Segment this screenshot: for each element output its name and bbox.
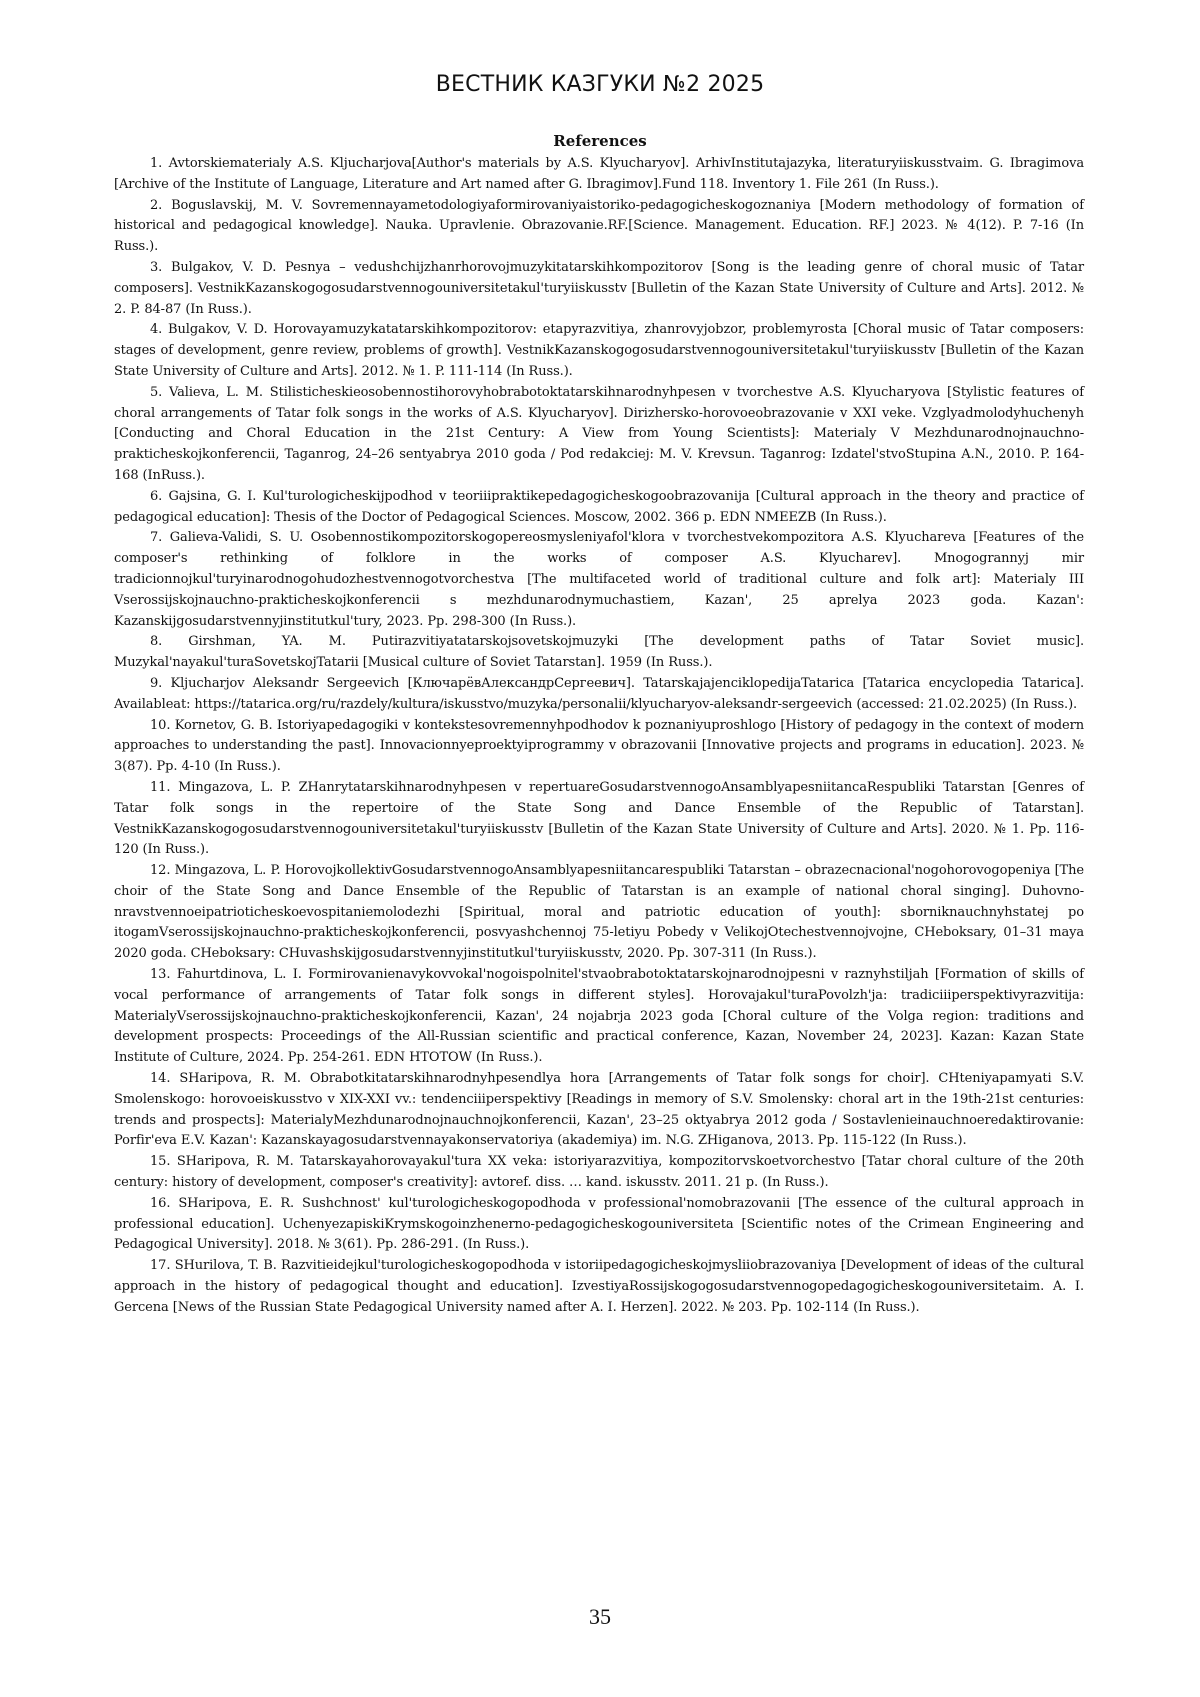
reference-item: 14. SHaripova, R. M. Obrabotkitatarskihnarodnyhpesendlya hora [Arrangements of Tatar folk songs for choir]. CHteniyapamyati S.V. Smolenskogo: horovoeiskusstvo v XIX-XXI vv.: tendenciiiperspektivy [Readings in memory of S.V. Smolensky: choral art in the 19th-21st centuries: trends and prospects]: MaterialyMezhdunarodnojnauchnojkonferencii, Kazan', 23–25 oktyabrya 2012 goda / Sostavlenieinauchnoeredaktirovanie: Porfir'eva E.V. Kazan': Kazanskayagosudarstvennayakonservatoriya (akademiya) im. N.G. ZHiganova, 2013. Pp. 115-122 (In Russ.).	[114, 1071, 1084, 1149]
page-number: 35	[589, 1604, 611, 1629]
reference-item: 16. SHaripova, E. R. Sushchnost' kul'turologicheskogopodhoda v professional'nomobrazovanii [The essence of the cultural approach in professional education]. UchenyezapiskiKrymskogoinzhenerno-pedagogicheskogouniversiteta [Scientific notes of the Crimean Engineering and Pedagogical University]. 2018. № 3(61). Pp. 286-291. (In Russ.).	[114, 1195, 1084, 1253]
reference-item: 12. Mingazova, L. P. HorovojkollektivGosudarstvennogoAnsamblyapesniitancarespubliki Tatarstan – obrazecnacional'nogohorovogopeniya [The choir of the State Song and Dance Ensemble of the Republic of Tatarstan is an example of national choral singing]. Duhovno-nravstvennoeipatrioticheskoevospitaniemolodezhi [Spiritual, moral and patriotic education of youth]: sborniknauchnyhstatej po itogamVserossijskojnauchno-prakticheskojkonferencii, posvyashchennoj 75-letiyu Pobedy v VelikojOtechestvennojvojne, CHeboksary, 01–31 maya 2020 goda. CHeboksary: CHuvashskijgosudarstvennyjinstitutkul'turyiiskusstv, 2020. Pp. 307-311 (In Russ.).	[114, 863, 1084, 962]
reference-item: 4. Bulgakov, V. D. Horovayamuzykatatarskihkompozitorov: etapyrazvitiya, zhanrovyjobzor, problemyrosta [Choral music of Tatar composers: stages of development, genre review, problems of growth]. VestnikKazanskogogosudarstvennogouniversitetakul'turyiiskusstv [Bulletin of the Kazan State University of Culture and Arts]. 2012. № 1. P. 111-114 (In Russ.).	[114, 322, 1084, 379]
reference-item: 2. Boguslavskij, M. V. Sovremennayametodologiyaformirovaniyaistoriko-pedagogicheskogoznaniya [Modern methodology of formation of historical and pedagogical knowledge]. Nauka. Upravlenie. Obrazovanie.RF.[Science. Management. Education. RF.] 2023. № 4(12). P. 7-16 (In Russ.).	[114, 197, 1084, 255]
reference-item: 17. SHurilova, T. B. Razvitieidejkul'turologicheskogopodhoda v istoriipedagogicheskojmysliiobrazovaniya [Development of ideas of the cultural approach in the history of pedagogical thought and education]. IzvestiyaRossijskogogosudarstvennogopedagogicheskogouniversitetaim. A. I. Gercena [News of the Russian State Pedagogical University named after A. I. Herzen]. 2022. № 203. Pp. 102-114 (In Russ.).	[114, 1258, 1084, 1315]
reference-item: 5. Valieva, L. M. Stilisticheskieosobennostihorovyhobrabotoktatarskihnarodnyhpesen v tvorchestve A.S. Klyucharyova [Stylistic features of choral arrangements of Tatar folk songs in the works of A.S. Klyucharyov]. Dirizhersko-horovoeobrazovanie v XXI veke. Vzglyadmolodyhuchenyh [Conducting and Choral Education in the 21st Century: A View from Young Scientists]: Materialy V Mezhdunarodnojnauchno-prakticheskojkonferencii, Taganrog, 24–26 sentyabrya 2010 goda / Pod redakciej: M. V. Krevsun. Taganrog: Izdatel'stvoStupina A.N., 2010. P. 164-168 (InRuss.).	[114, 384, 1084, 483]
reference-item: 11. Mingazova, L. P. ZHanrytatarskihnarodnyhpesen v repertuareGosudarstvennogoAnsamblyapesniitancaRespubliki Tatarstan [Genres of Tatar folk songs in the repertoire of the State Song and Dance Ensemble of the Republic of Tatarstan]. VestnikKazanskogogosudarstvennogouniversitetakul'turyiiskusstv [Bulletin of the Kazan State University of Culture and Arts]. 2020. № 1. Pp. 116-120 (In Russ.).	[114, 779, 1084, 858]
references-heading: References	[553, 132, 647, 150]
reference-item: 13. Fahurtdinova, L. I. Formirovanienavykovvokal'nogoispolnitel'stvaobrabotoktatarskojnarodnojpesni v raznyhstiljah [Formation of skills of vocal performance of arrangements of Tatar folk songs in different styles]. Horovajakul'turaPovolzh'ja: tradiciiiperspektivyrazvitija: MaterialyVserossijskojnauchno-prakticheskojkonferencii, Kazan', 24 nojabrja 2023 goda [Choral culture of the Volga region: traditions and development prospects: Proceedings of the All-Russian scientific and practical conference, Kazan, November 24, 2023]. Kazan: Kazan State Institute of Culture, 2024. Pp. 254-261. EDN HTOTOW (In Russ.).	[114, 967, 1084, 1066]
reference-item: 6. Gajsina, G. I. Kul'turologicheskijpodhod v teoriiipraktikepedagogicheskogoobrazovanija [Cultural approach in the theory and practice of pedagogical education]: Thesis of the Doctor of Pedagogical Sciences. Moscow, 2002. 366 p. EDN NMEEZB (In Russ.).	[114, 488, 1084, 525]
reference-item: 3. Bulgakov, V. D. Pesnya – vedushchijzhanrhorovojmuzykitatarskihkompozitorov [Song is the leading genre of choral music of Tatar composers]. VestnikKazanskogogosudarstvennogouniversitetakul'turyiiskusstv [Bulletin of the Kazan State University of Culture and Arts]. 2012. № 2. P. 84-87 (In Russ.).	[114, 259, 1084, 317]
reference-item: 8. Girshman, YA. M. Putirazvitiyatatarskojsovetskojmuzyki [The development paths of Tatar Soviet music]. Muzykal'nayakul'turaSovetskojTatarii [Musical culture of Soviet Tatarstan]. 1959 (In Russ.).	[114, 634, 1084, 671]
reference-item: 1. Avtorskiematerialy A.S. Kljucharjova[Author's materials by A.S. Klyucharyov]. ArhivInstitutajazyka, literaturyiiskusstvaim. G. Ibragimova [Archive of the Institute of Language, Literature and Art named after G. Ibragimov].Fund 118. Inventory 1. File 261 (In Russ.).	[114, 156, 1084, 192]
reference-item: 9. Kljucharjov Aleksandr Sergeevich [КлючарёвАлександрСергеевич]. TatarskajajenciklopedijaTatarica [Tatarica encyclopedia Tatarica]. Availableat: https://tatarica.org/ru/razdely/kultura/iskusstvo/muzyka/personalii/klyucharyov-aleksandr-sergeevich (accessed: 21.02.2025) (In Russ.).	[114, 675, 1084, 712]
journal-header: ВЕСТНИК КАЗГУКИ №2 2025	[435, 72, 765, 97]
reference-item: 15. SHaripova, R. M. Tatarskayahorovayakul'tura XX veka: istoriyarazvitiya, kompozitorvskoetvorchestvo [Tatar choral culture of the 20th century: history of development, composer's creativity]: avtoref. diss. … kand. iskusstv. 2011. 21 p. (In Russ.).	[114, 1154, 1084, 1191]
reference-item: 7. Galieva-Validi, S. U. Osobennostikompozitorskogopereosmysleniyafol'klora v tvorchestvekompozitora A.S. Klyuchareva [Features of the composer's rethinking of folklore in the works of composer A.S. Klyucharev]. Mnogogrannyj mir tradicionnojkul'turyinarodnogohudozhestvennogotvorchestva [The multifaceted world of traditional culture and folk art]: Materialy III Vserossijskojnauchno-prakticheskojkonferencii s mezhdunarodnymuchastiem, Kazan', 25 aprelya 2023 goda. Kazan': Kazanskijgosudarstvennyjinstitutkul'tury, 2023. Pp. 298-300 (In Russ.).	[114, 530, 1084, 629]
reference-item: 10. Kornetov, G. B. Istoriyapedagogiki v kontekstesovremennyhpodhodov k poznaniyuproshlogo [History of pedagogy in the context of modern approaches to understanding the past]. Innovacionnyeproektyiprogrammy v obrazovanii [Innovative projects and programs in education]. 2023. № 3(87). Pp. 4-10 (In Russ.).	[114, 717, 1084, 775]
references-list	[114, 154, 1084, 1319]
